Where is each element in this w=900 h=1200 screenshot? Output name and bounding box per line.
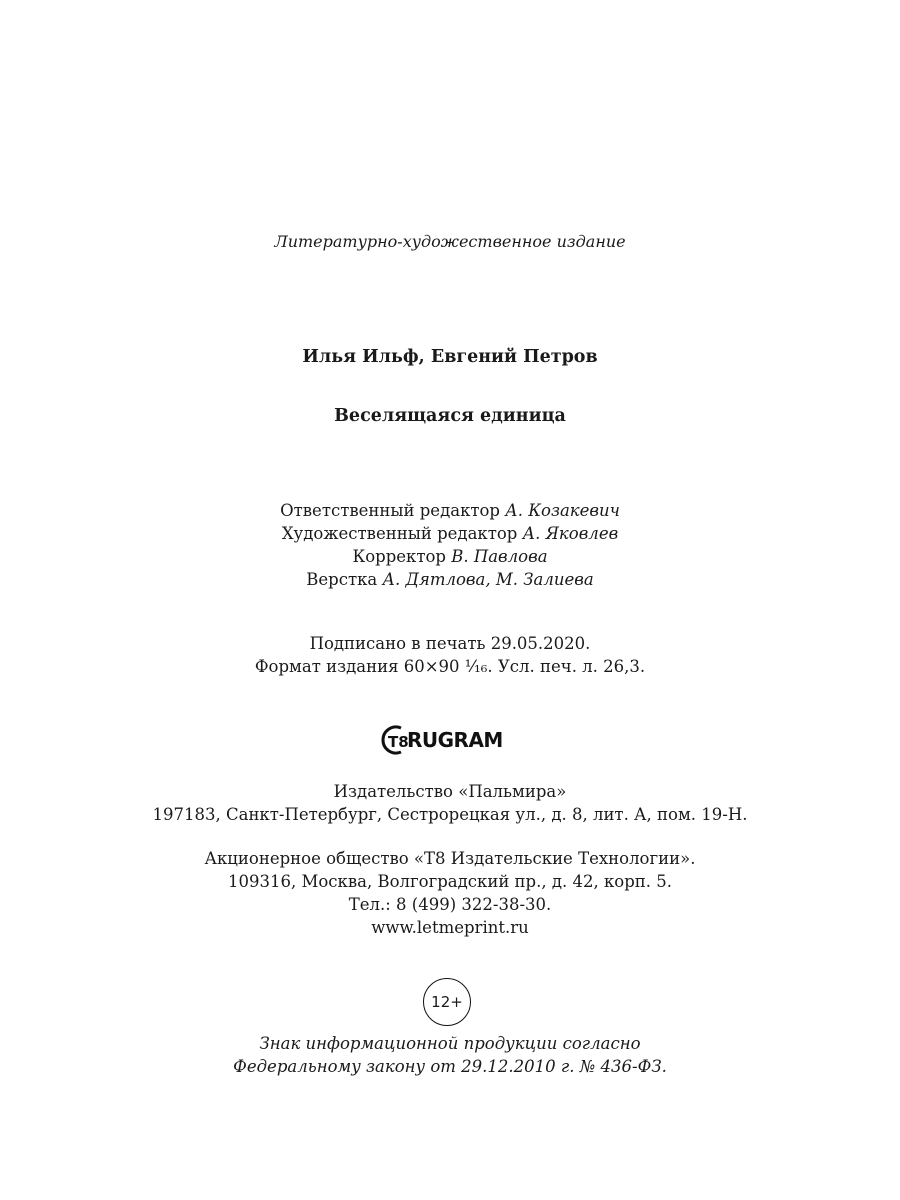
notice-line: Знак информационной продукции согласно [259,1034,641,1053]
printer-block [0,847,900,939]
publisher-name: Издательство «Пальмира» [333,782,567,801]
credit-line [0,568,900,591]
print-info [0,632,900,678]
printer-phone: Тел.: 8 (499) 322-38-30. [348,895,552,914]
notice-line: Федеральному закону от 29.12.2010 г. № 436-ФЗ. [233,1057,667,1076]
printer-name: Акционерное общество «Т8 Издательские Технологии». [204,849,696,868]
publisher-block [0,780,900,826]
publisher-address: 197183, Санкт-Петербург, Сестрорецкая ул., д. 8, лит. А, пом. 19-Н. [152,805,748,824]
age-rating-badge: 12+ [423,978,471,1026]
t8-logo-mark-icon [379,723,413,757]
authors: Илья Ильф, Евгений Петров [302,347,598,367]
printer-website: www.letmeprint.ru [371,918,529,937]
credit-line [0,499,900,522]
credit-name: А. Дятлова, М. Залиева [382,570,594,589]
print-format: Формат издания 60×90 ¹⁄₁₆. Усл. печ. л. 26,3. [254,657,646,676]
credits-block [0,499,900,591]
credit-role: Ответственный редактор [280,501,500,520]
credit-name: А. Яковлев [522,524,619,543]
book-title: Веселящаяся единица [334,406,566,426]
logo-text: RUGRAM [407,728,503,752]
credit-role: Художественный редактор [281,524,518,543]
signed-date: Подписано в печать 29.05.2020. [309,634,591,653]
logo-mark-text: T8 [388,733,409,751]
credit-line [0,522,900,545]
edition-type: Литературно-художественное издание [274,232,626,251]
credit-role: Верстка [306,570,378,589]
credit-line [0,545,900,568]
printer-address: 109316, Москва, Волгоградский пр., д. 42, корп. 5. [227,872,673,891]
credit-name: В. Павлова [451,547,548,566]
credit-role: Корректор [352,547,446,566]
t8-rugram-logo [379,718,503,762]
credit-name: А. Козакевич [505,501,620,520]
info-product-notice [0,1032,900,1078]
